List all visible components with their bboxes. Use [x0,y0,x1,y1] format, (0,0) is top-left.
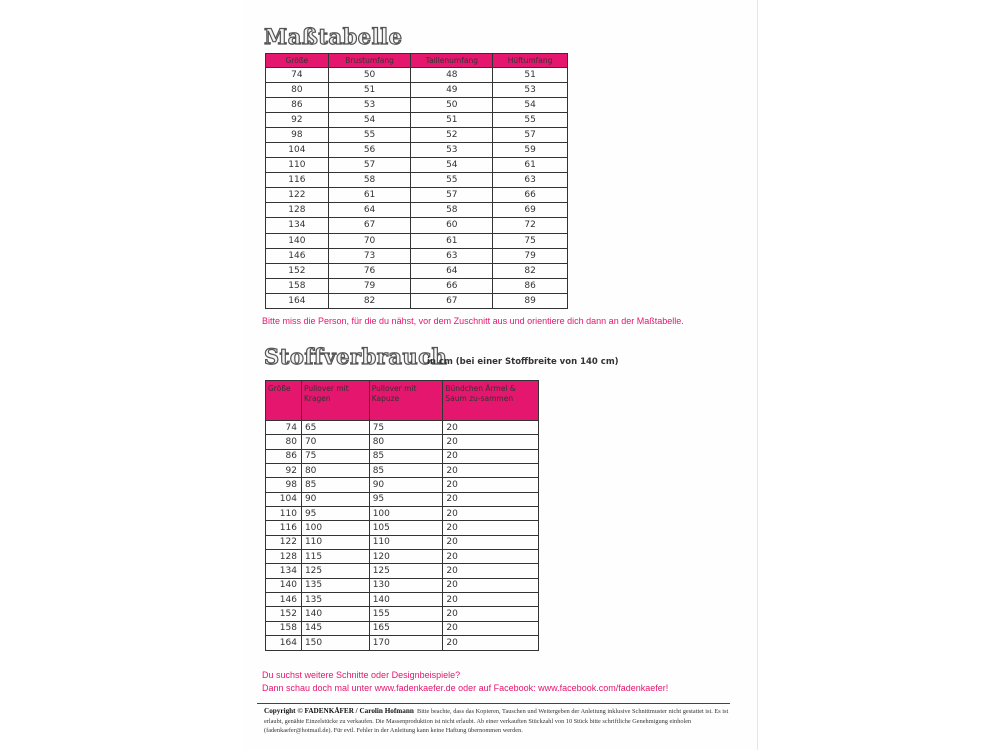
table-cell: 65 [301,421,369,435]
table-cell: 74 [266,421,302,435]
sizes-table-header [266,54,568,68]
table-cell: 125 [369,564,443,578]
table-row [266,636,539,650]
table-cell: 54 [328,113,411,128]
table-cell: 61 [328,188,411,203]
fabric-table [265,380,539,651]
copyright-label: Copyright © FADENKÄFER / Carolin Hofmann [264,707,414,715]
table-cell: 155 [369,607,443,621]
table-cell: 140 [369,593,443,607]
table-row [266,278,568,293]
table-cell: 116 [266,521,302,535]
sizes-table [265,53,568,309]
table-cell: 125 [301,564,369,578]
table-cell: 73 [328,248,411,263]
table-cell: 90 [301,492,369,506]
table-row [266,143,568,158]
table-row [266,173,568,188]
table-cell: 49 [411,83,493,98]
table-cell: 134 [266,218,329,233]
table-row [266,578,539,592]
column-header: Größe [266,381,302,421]
table-cell: 104 [266,143,329,158]
table-cell: 53 [493,83,568,98]
table-cell: 20 [443,578,539,592]
table-cell: 80 [266,435,302,449]
table-cell: 135 [301,593,369,607]
table-row [266,464,539,478]
table-cell: 20 [443,464,539,478]
table-cell: 59 [493,143,568,158]
table-cell: 20 [443,521,539,535]
table-cell: 54 [411,158,493,173]
table-cell: 63 [493,173,568,188]
table-cell: 72 [493,218,568,233]
table-cell: 60 [411,218,493,233]
table-cell: 122 [266,188,329,203]
table-cell: 20 [443,593,539,607]
table-row [266,550,539,564]
table-cell: 58 [411,203,493,218]
table-cell: 58 [328,173,411,188]
table-cell: 82 [328,293,411,308]
table-cell: 69 [493,203,568,218]
table-cell: 82 [493,263,568,278]
table-cell: 55 [328,128,411,143]
table-cell: 67 [328,218,411,233]
column-header: Größe [266,54,329,68]
table-cell: 120 [369,550,443,564]
table-cell: 61 [493,158,568,173]
table-cell: 146 [266,248,329,263]
table-cell: 20 [443,478,539,492]
table-cell: 95 [369,492,443,506]
table-cell: 20 [443,435,539,449]
table-row [266,507,539,521]
table-cell: 164 [266,293,329,308]
table-cell: 115 [301,550,369,564]
table-cell: 104 [266,492,302,506]
table-cell: 79 [493,248,568,263]
table-cell: 140 [301,607,369,621]
table-cell: 105 [369,521,443,535]
table-cell: 67 [411,293,493,308]
table-cell: 20 [443,564,539,578]
table-cell: 56 [328,143,411,158]
table-row [266,521,539,535]
footer-divider [257,703,730,704]
table-row [266,263,568,278]
table-cell: 54 [493,98,568,113]
table-cell: 135 [301,578,369,592]
promo-links: Dann schau doch mal unter www.fadenkaefer.de oder auf Facebook: www.facebook.com/fadenkaefer! [262,683,669,693]
promo-question: Du suchst weitere Schnitte oder Designbeispiele? [262,670,461,680]
table-cell: 48 [411,68,493,83]
table-cell: 92 [266,113,329,128]
table-cell: 64 [328,203,411,218]
table-cell: 57 [411,188,493,203]
table-cell: 100 [301,521,369,535]
table-cell: 150 [301,636,369,650]
table-cell: 53 [411,143,493,158]
table-cell: 152 [266,263,329,278]
table-row [266,98,568,113]
table-row [266,535,539,549]
table-cell: 134 [266,564,302,578]
table-cell: 64 [411,263,493,278]
column-header: Pullover mit Kapuze [369,381,443,421]
table-cell: 145 [301,621,369,635]
copyright-text: Bitte beachte, dass das Kopieren, Tauschen und Weitergeben der Anleitung inklusive Schnittmuster nicht gestattet ist. Es ist erlaubt, genähte Einzelstücke zu verkaufen. Die Massenproduktion ist nicht erlaubt. Ab einer verkauften Stückzahl von 10 Stück bitte schriftliche Genehmigung einholen (fadenkaefer@hotmail.de). Für evtl. Fehler in der Anleitung kann keine Haftung übernommen werden. [264,708,729,734]
table-cell: 95 [301,507,369,521]
table-cell: 20 [443,621,539,635]
table-cell: 20 [443,449,539,463]
table-cell: 20 [443,492,539,506]
table-cell: 140 [266,233,329,248]
table-cell: 165 [369,621,443,635]
table-cell: 85 [369,464,443,478]
table-row [266,621,539,635]
table-cell: 20 [443,607,539,621]
table-cell: 89 [493,293,568,308]
table-cell: 140 [266,578,302,592]
table-row [266,421,539,435]
table-cell: 170 [369,636,443,650]
table-cell: 52 [411,128,493,143]
table-row [266,478,539,492]
table-cell: 90 [369,478,443,492]
table-cell: 116 [266,173,329,188]
table-cell: 75 [301,449,369,463]
table-cell: 63 [411,248,493,263]
table-cell: 79 [328,278,411,293]
table-row [266,68,568,83]
table-cell: 51 [328,83,411,98]
table-cell: 128 [266,550,302,564]
table-cell: 86 [266,98,329,113]
table-cell: 110 [369,535,443,549]
table-cell: 57 [328,158,411,173]
table-cell: 100 [369,507,443,521]
table-cell: 85 [301,478,369,492]
table-row [266,248,568,263]
table-cell: 158 [266,621,302,635]
table-cell: 76 [328,263,411,278]
column-header: Bündchen Ärmel & Saum zu-sammen [443,381,539,421]
table-cell: 110 [301,535,369,549]
table-cell: 70 [328,233,411,248]
table-row [266,492,539,506]
table-row [266,233,568,248]
table-row [266,188,568,203]
table-cell: 66 [493,188,568,203]
table-row [266,83,568,98]
table-cell: 20 [443,636,539,650]
table-cell: 50 [328,68,411,83]
table-row [266,293,568,308]
table-cell: 86 [266,449,302,463]
table-row [266,593,539,607]
table-cell: 92 [266,464,302,478]
column-header: Brustumfang [328,54,411,68]
table-cell: 50 [411,98,493,113]
table-row [266,449,539,463]
table-cell: 164 [266,636,302,650]
footer-copyright [264,707,734,736]
table-cell: 128 [266,203,329,218]
table-cell: 85 [369,449,443,463]
table-cell: 20 [443,421,539,435]
table-cell: 20 [443,535,539,549]
column-header: Hüftumfang [493,54,568,68]
table-cell: 80 [266,83,329,98]
table-row [266,218,568,233]
table-cell: 75 [493,233,568,248]
table-cell: 51 [493,68,568,83]
table-cell: 158 [266,278,329,293]
table-cell: 74 [266,68,329,83]
table-cell: 86 [493,278,568,293]
table-cell: 55 [411,173,493,188]
table-row [266,435,539,449]
table-cell: 53 [328,98,411,113]
fabric-table-subtitle: in cm (bei einer Stoffbreite von 140 cm) [427,357,619,367]
table-cell: 146 [266,593,302,607]
table-row [266,564,539,578]
table-cell: 51 [411,113,493,128]
table-cell: 110 [266,158,329,173]
table-cell: 130 [369,578,443,592]
column-header: Taillenumfang [411,54,493,68]
table-cell: 20 [443,507,539,521]
table-cell: 98 [266,128,329,143]
sizes-table-title: Maßtabelle [264,24,403,49]
table-row [266,113,568,128]
table-cell: 75 [369,421,443,435]
measure-note: Bitte miss die Person, für die du nähst, vor dem Zuschnitt aus und orientiere dich dann an der Maßtabelle. [262,316,684,326]
table-cell: 110 [266,507,302,521]
table-cell: 80 [301,464,369,478]
table-cell: 61 [411,233,493,248]
table-row [266,158,568,173]
table-cell: 66 [411,278,493,293]
table-cell: 80 [369,435,443,449]
table-row [266,607,539,621]
table-row [266,128,568,143]
table-cell: 70 [301,435,369,449]
table-row [266,203,568,218]
table-cell: 98 [266,478,302,492]
column-header: Pullover mit Kragen [301,381,369,421]
table-cell: 55 [493,113,568,128]
fabric-table-header [266,381,539,421]
table-cell: 122 [266,535,302,549]
table-cell: 20 [443,550,539,564]
table-cell: 152 [266,607,302,621]
fabric-table-title: Stoffverbrauch [264,344,448,369]
table-cell: 57 [493,128,568,143]
